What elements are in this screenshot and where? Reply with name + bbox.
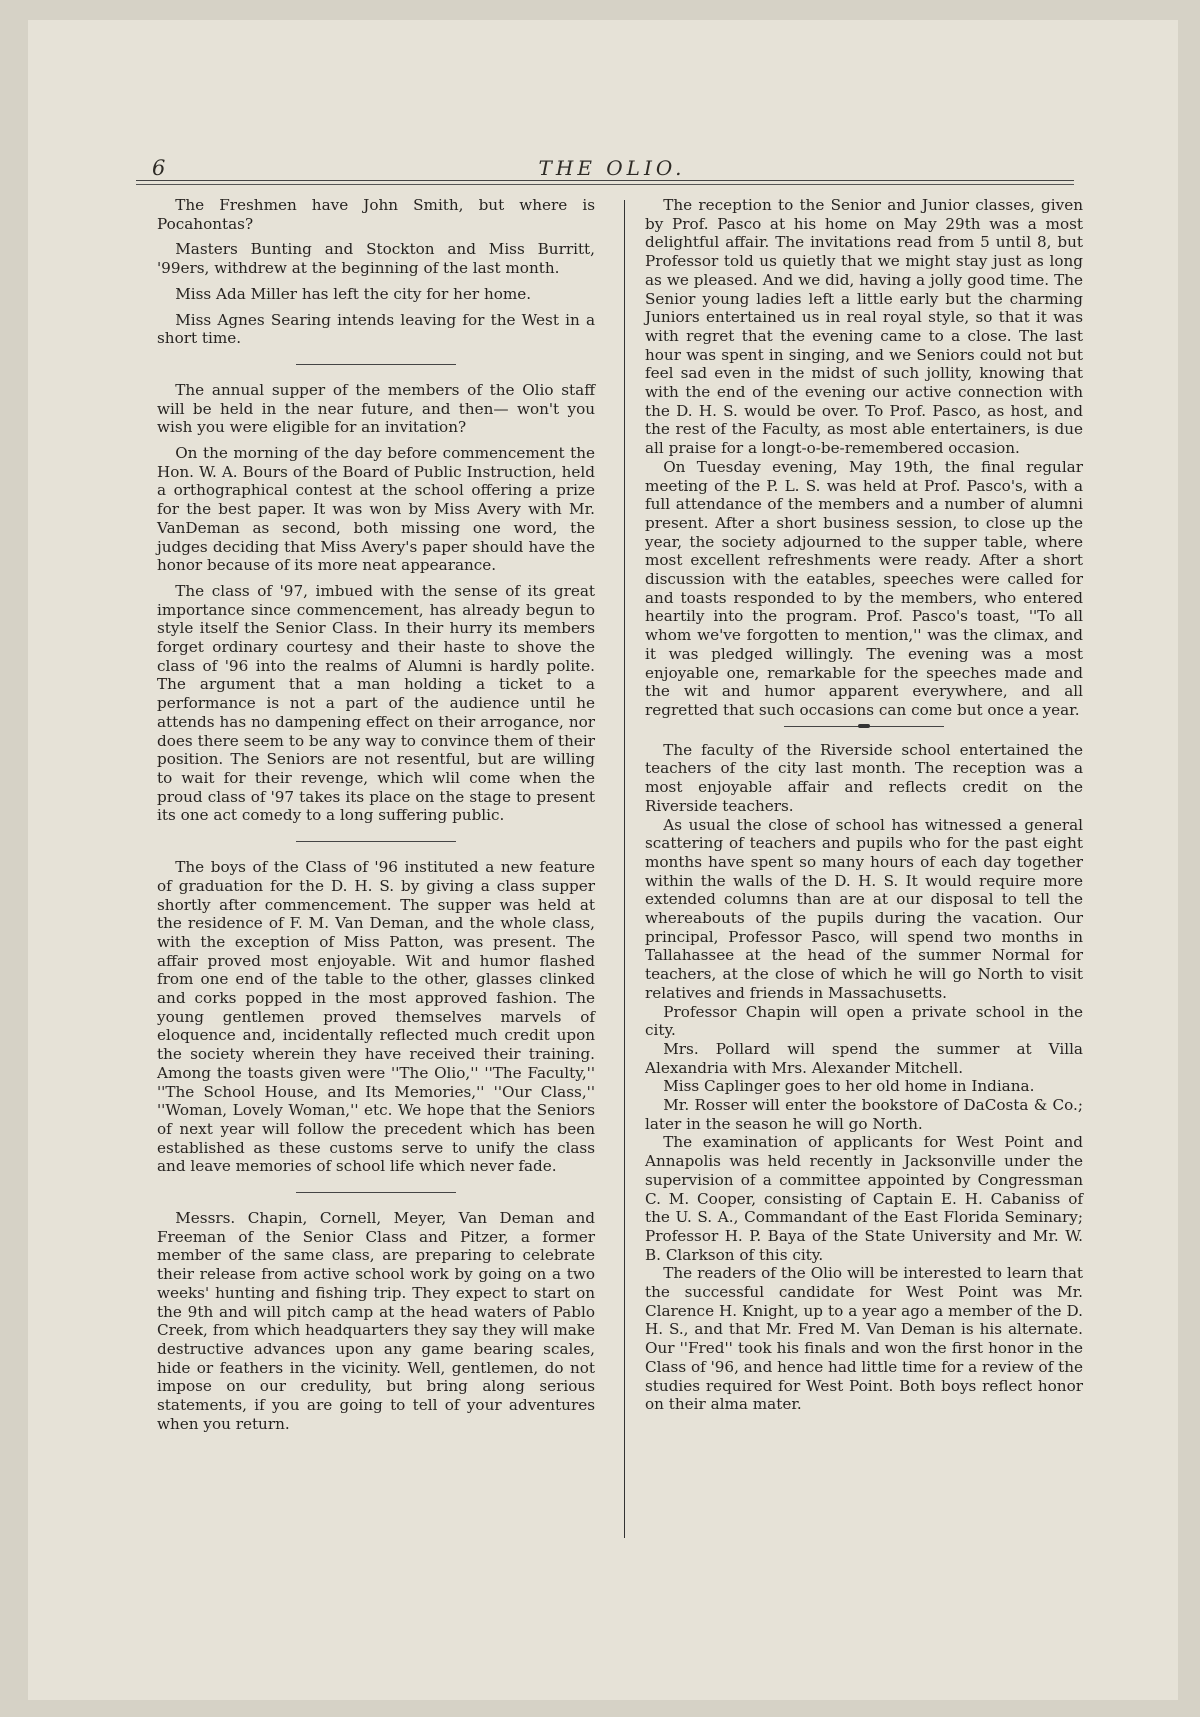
- paragraph: On Tuesday evening, May 19th, the final regular meeting of the P. L. S. was held at Prof. Pasco's, with a full attendance of the members and a number of alumni present. After a short business session, to close up the year, the society adjourned to the supper table, where most excellent refreshments were ready. After a short discussion with the eatables, speeches were called for and toasts responded to by the members, who entered heartily into the program. Prof. Pasco's toast, ''To all whom we've forgotten to mention,'' was the climax, and it was pledged willingly. The evening was a most enjoyable one, remarkable for the speeches made and the wit and humor apparent everywhere, and all regretted that such occasions can come but once a year.: [645, 457, 1083, 719]
- paragraph: Miss Ada Miller has left the city for her home.: [175, 284, 532, 303]
- paragraph: On the morning of the day before commencement the Hon. W. A. Bours of the Board of Public Instruction, held a orthographical contest at the school offering a prize for the best paper. It was won by Miss Avery with Mr. VanDeman as second, both missing one word, the judges deciding that Miss Avery's paper should have the honor because of its more neat appearance.: [157, 444, 595, 575]
- column-divider: [624, 200, 625, 1538]
- section-divider: [296, 1192, 456, 1193]
- page-title: THE OLIO.: [538, 156, 686, 180]
- ornamental-divider: [784, 726, 944, 727]
- paragraph: The boys of the Class of '96 instituted a new feature of graduation for the D. H. S. by giving a class supper shortly after commencement. The supper was held at the residence of F. M. Van Deman, and the whole class, with the exception of Miss Patton, was present. The affair proved most enjoyable. Wit and humor flashed from one end of the table to the other, glasses clinked and corks popped in the most approved fashion. The young gentlemen proved themselves marvels of eloquence and, incidentally reflected much credit upon the society wherein they have received their training. Among the toasts given were ''The Olio,'' ''The Faculty,'' ''The School House, and Its Memories,'' ''Our Class,'' ''Woman, Lovely Woman,'' etc. We hope that the Seniors of next year will follow the precedent which has been established as these customs serve to unify the class and leave memories of school life which never fade.: [157, 858, 595, 1176]
- paragraph: The Freshmen have John Smith, but where is Pocahontas?: [157, 196, 595, 233]
- left-column: [157, 196, 595, 1433]
- header-rule: [136, 180, 1074, 181]
- right-column: [645, 196, 1083, 1414]
- section-divider: [296, 364, 456, 365]
- paragraph: The readers of the Olio will be interested to learn that the successful candidate for West Point was Mr. Clarence H. Knight, up to a year ago a member of the D. H. S., and that Mr. Fred M. Van Deman is his alternate. Our ''Fred'' took his finals and won the first honor in the Class of '96, and hence had little time for a review of the studies required for West Point. Both boys reflect honor on their alma mater.: [645, 1264, 1083, 1414]
- paragraph: The reception to the Senior and Junior classes, given by Prof. Pasco at his home on May 29th was a most delightful affair. The invitations read from 5 until 8, but Professor told us quietly that we might stay just as long as we pleased. And we did, having a jolly good time. The Senior young ladies left a little early but the charming Juniors entertained us in real royal style, so that it was with regret that the evening came to a close. The last hour was spent in singing, and we Seniors could not but feel sad even in the midst of such jollity, knowing that with the end of the evening our active connection with the D. H. S. would be over. To Prof. Pasco, as host, and the rest of the Faculty, as most able entertainers, is due all praise for a longt-o-be-remembered occasion.: [645, 196, 1083, 458]
- page-header: [152, 156, 1072, 178]
- paragraph: Miss Agnes Searing intends leaving for the West in a short time.: [157, 310, 595, 348]
- page-number: 6: [152, 156, 166, 180]
- paragraph: Masters Bunting and Stockton and Miss Burritt, '99ers, withdrew at the beginning of the last month.: [157, 240, 595, 278]
- paragraph: Professor Chapin will open a private school in the city.: [645, 1002, 1083, 1040]
- paragraph: Messrs. Chapin, Cornell, Meyer, Van Deman and Freeman of the Senior Class and Pitzer, a former member of the same class, are preparing to celebrate their release from active school work by going on a two weeks' hunting and fishing trip. They expect to start on the 9th and will pitch camp at the head waters of Pablo Creek, from which headquarters they say they will make destructive advances upon any game bearing scales, hide or feathers in the vicinity. Well, gentlemen, do not impose on our credulity, but bring along serious statements, if you are going to tell of your adventures when you return.: [157, 1209, 595, 1433]
- paragraph: Mr. Rosser will enter the bookstore of DaCosta & Co.; later in the season he will go North.: [645, 1096, 1083, 1133]
- paragraph: Miss Caplinger goes to her old home in Indiana.: [663, 1077, 1035, 1096]
- paragraph: As usual the close of school has witnessed a general scattering of teachers and pupils who for the past eight months have spent so many hours of each day together within the walls of the D. H. S. It would require more extended columns than are at our disposal to tell the whereabouts of the pupils during the vacation. Our principal, Professor Pasco, will spend two months in Tallahassee at the head of the summer Normal for teachers, at the close of which he will go North to visit relatives and friends in Massachusetts.: [645, 815, 1083, 1002]
- paragraph: The annual supper of the members of the Olio staff will be held in the near future, and then— won't you wish you were eligible for an invitation?: [157, 380, 595, 437]
- paragraph: The examination of applicants for West Point and Annapolis was held recently in Jacksonville under the supervision of a committee appointed by Congressman C. M. Cooper, consisting of Captain E. H. Cabaniss of the U. S. A., Commandant of the East Florida Seminary; Professor H. P. Baya of the State University and Mr. W. B. Clarkson of this city.: [645, 1133, 1083, 1264]
- paragraph: The class of '97, imbued with the sense of its great importance since commencement, has already begun to style itself the Senior Class. In their hurry its members forget ordinary courtesy and their haste to shove the class of '96 into the realms of Alumni is hardly polite. The argument that a man holding a ticket to a performance is not a part of the audience until he attends has no dampening effect on their arrogance, nor does there seem to be any way to convince them of their position. The Seniors are not resentful, but are willing to wait for their revenge, which wlil come when the proud class of '97 takes its place on the stage to present its one act comedy to a long suffering public.: [157, 581, 595, 825]
- header-rule-double: [136, 184, 1074, 185]
- paragraph: The faculty of the Riverside school entertained the teachers of the city last month. The reception was a most enjoyable affair and reflects credit on the Riverside teachers.: [645, 740, 1083, 815]
- paragraph: Mrs. Pollard will spend the summer at Villa Alexandria with Mrs. Alexander Mitchell.: [645, 1039, 1083, 1077]
- section-divider: [296, 841, 456, 842]
